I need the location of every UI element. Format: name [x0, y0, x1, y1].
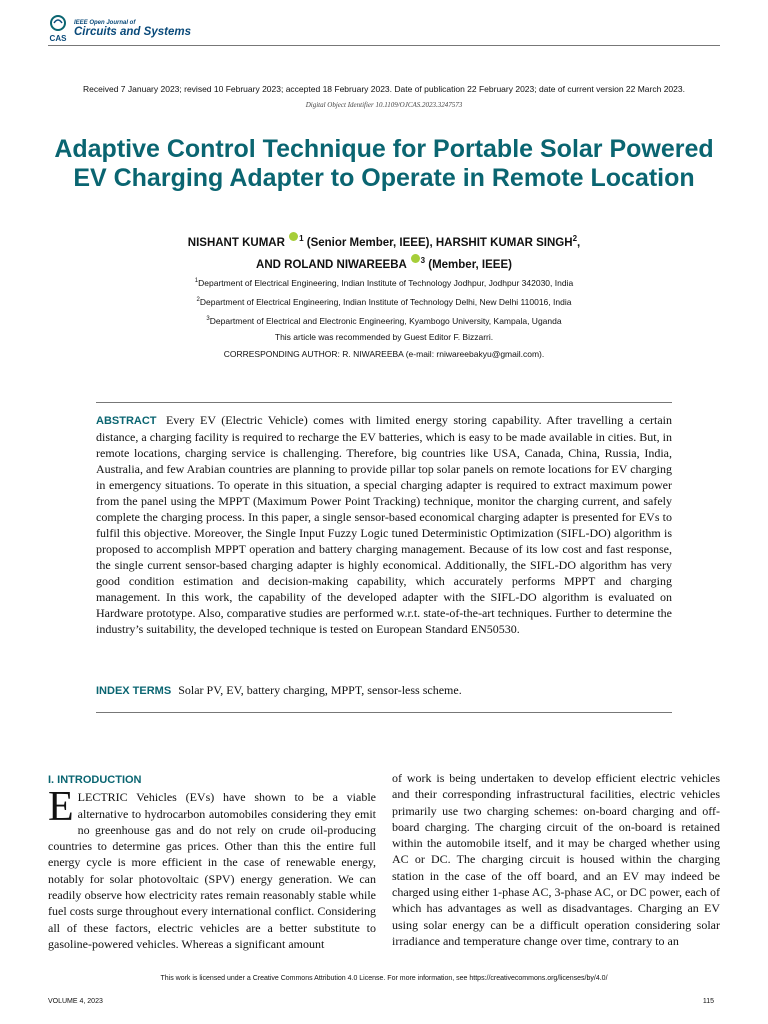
- cas-logo-icon: [48, 14, 68, 44]
- license-notice: This work is licensed under a Creative Commons Attribution 4.0 License. For more information, see https://creativecommons.org/licenses/by/4.0/: [160, 975, 608, 982]
- author-2-sup: 2: [572, 234, 578, 243]
- orcid-icon[interactable]: [411, 254, 420, 263]
- affiliation-3: $^3$Department of Electrical and Electronic Engineering, Kyambogo University, Kampala, Uganda: [206, 315, 562, 326]
- affiliation-1: $^1$Department of Electrical Engineering, Indian Institute of Technology Jodhpur, Jodhpur 342030, India: [194, 277, 574, 288]
- author-1-role: (Senior Member, IEEE), HARSHIT KUMAR SINGH: [306, 236, 573, 249]
- left-column: [48, 772, 376, 952]
- page-number: 115: [702, 998, 714, 1005]
- author-3-sup: 3: [420, 255, 426, 265]
- abstract-text: Every EV (Electric Vehicle) comes with limited energy storing capability. After travelling a certain distance, a charging facility is required to recharge the EV batteries, which is easy to be made available in cities. But, in remote locations, charging service is challenging. Therefore, big countries like USA, Canada, China, Russia, India, Australia, and few Arabian countries are planning to provide pillar top solar panels on remote locations for EV charging in emergency situations. To operate in this situation, a special charging adapter is required to extract maximum power from the panel using the MPPT (Maximum Power Point Tracking) technique, monitor the charging current, and safely complete the charging process. In this paper, a single sensor-based economical charging adapter is presented for EVs to fulfil this objective. Moreover, the Single Input Fuzzy Logic tuned Deterministic Optimization (SIFL-DO) algorithm is proposed to accomplish MPPT operation and battery charging management. Because of its low cost and fast response, the single current sensor-based charging adapter is highly economical. Additionally, the SIFL-DO algorithm has very good condition estimation and decision-making capability, which accurately performs MPPT and charging management. In this work, the capability of the developed adapter with the SIFL-DO algorithm is evaluated on Hardware prototype. Also, comparative studies are performed w.r.t. state-of-the-art techniques. Further to determine the industry’s suitability, the developed technique is tested on European Standard EN50530.: [96, 413, 672, 636]
- intro-left-text: LECTRIC Vehicles (EVs) have shown to be a viable alternative to hydrocarbon automobiles considering they emit no greenhouse gas and do not rely on crude oil-producing countries to determine gas prices. Other than this the entire full energy cycle is more efficient in the case of renewable energy, notably for solar photovoltaic (SPV) energy generation. We can readily observe how electricity rates remain reasonably stable while fuel costs surge throughout every international conflict. Considering all of these factors, electric vehicles are a better substitute to gasoline-powered vehicles. Whereas a significant amount: [48, 790, 376, 951]
- header-divider: [48, 45, 720, 46]
- authors: [0, 230, 768, 274]
- author-1-name: NISHANT KUMAR: [187, 236, 285, 249]
- received-dates: Received 7 January 2023; revised 10 February 2023; accepted 18 February 2023. Date of publication 22 February 2023; date of current version 22 March 2023.: [83, 84, 685, 94]
- corresponding-author: CORRESPONDING AUTHOR: R. NIWAREEBA (e-mail: rniwareebakyu@gmail.com).: [223, 349, 545, 360]
- journal-title: [74, 20, 191, 38]
- section-heading: I. INTRODUCTION: [48, 774, 142, 786]
- orcid-icon[interactable]: [289, 232, 298, 241]
- index-terms-text: Solar PV, EV, battery charging, MPPT, sensor-less scheme.: [178, 683, 462, 697]
- author-1-sup: 1: [299, 234, 304, 243]
- author-3-role: (Member, IEEE): [428, 258, 512, 271]
- journal-header: [48, 14, 191, 44]
- recommended-by: This article was recommended by Guest Editor F. Bizzarri.: [274, 332, 494, 343]
- logo-text: CAS: [49, 34, 67, 43]
- doi: Digital Object Identifier 10.1109/OJCAS.2023.3247573: [305, 101, 463, 109]
- abstract-divider-bottom: [96, 712, 672, 713]
- journal-title-small: IEEE Open Journal of: [74, 20, 136, 26]
- index-terms: [96, 682, 672, 699]
- journal-title-big: Circuits and Systems: [74, 26, 191, 38]
- author-2-tail: ,: [577, 236, 581, 249]
- right-column: [392, 770, 720, 949]
- abstract-divider-top: [96, 402, 672, 403]
- drop-cap: E: [48, 784, 74, 831]
- footer-volume: VOLUME 4, 2023: [48, 998, 103, 1005]
- affiliation-2: $^2$Department of Electrical Engineering, Indian Institute of Technology Delhi, New Delhi 110016, India: [196, 296, 572, 307]
- author-3-name: AND ROLAND NIWAREEBA: [256, 258, 407, 271]
- affiliations: [0, 273, 768, 363]
- abstract: [96, 412, 672, 637]
- abstract-label: ABSTRACT: [96, 415, 157, 427]
- intro-right-text: of work is being undertaken to develop efficient electric vehicles and their corresponding infrastructural facilities, electric vehicles primarily use two charging schemes: on-board charging and off-board charging. The charging circuit of the on-board is retained within the automobile itself, and it may be charged whether using AC or DC. The charging circuit is housed within the charging station in the case of the off board, and an EV may indeed be charged using either 1-phase AC, 3-phase AC, or DC power, each of which has advantages as well as disadvantages. Charging an EV using solar energy can be a difficult operation considering solar irradiance and temperature change over time, contrary to an: [392, 771, 720, 948]
- paper-title: Adaptive Control Technique for Portable Solar Powered EV Charging Adapter to Operate in Remote Location: [54, 135, 714, 192]
- index-terms-label: INDEX TERMS: [96, 685, 172, 697]
